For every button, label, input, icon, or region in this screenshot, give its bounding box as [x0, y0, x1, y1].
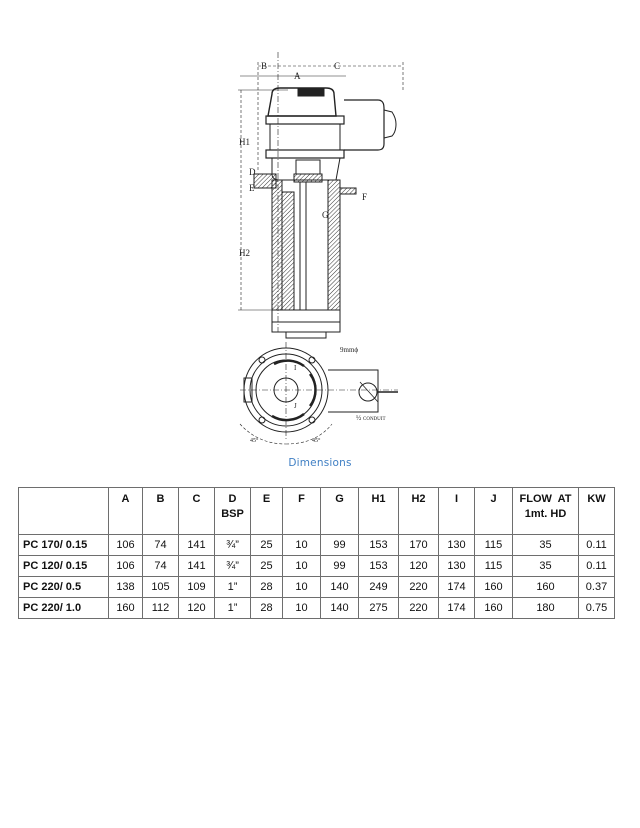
dim-label-h2: H2 — [239, 248, 250, 258]
cell-g: 140 — [321, 598, 359, 619]
header-cell-a: A — [109, 488, 143, 535]
header-cell-kw: KW — [579, 488, 615, 535]
cell-g: 99 — [321, 556, 359, 577]
cell-model: PC 220/ 1.0 — [19, 598, 109, 619]
cell-a: 106 — [109, 556, 143, 577]
cell-kw: 0.75 — [579, 598, 615, 619]
cell-h1: 153 — [359, 535, 399, 556]
cell-g: 99 — [321, 535, 359, 556]
dim-label-e: E — [249, 183, 255, 193]
header-cell-h2: H2 — [399, 488, 439, 535]
cell-i: 174 — [439, 598, 475, 619]
cell-i: 130 — [439, 556, 475, 577]
cell-g: 140 — [321, 577, 359, 598]
cell-h1: 275 — [359, 598, 399, 619]
dim-label-f: F — [362, 192, 368, 202]
cell-a: 138 — [109, 577, 143, 598]
angle-right-label: 45° — [312, 438, 321, 444]
cell-f: 10 — [283, 556, 321, 577]
dim-label-g: G — [322, 210, 329, 220]
cell-flow: 35 — [513, 535, 579, 556]
dim-label-h1: H1 — [239, 137, 250, 147]
cell-model: PC 170/ 0.15 — [19, 535, 109, 556]
dim-label-b: B — [261, 61, 268, 71]
cell-d: 1” — [215, 577, 251, 598]
table-row — [19, 535, 615, 556]
table-row — [19, 598, 615, 619]
cell-h1: 153 — [359, 556, 399, 577]
cell-c: 141 — [179, 535, 215, 556]
header-cell-flow: FLOW AT 1mt. HD — [513, 488, 579, 535]
cell-flow: 180 — [513, 598, 579, 619]
cell-e: 25 — [251, 556, 283, 577]
dimensions-table — [18, 487, 615, 619]
cell-d: 1” — [215, 598, 251, 619]
table-row — [19, 577, 615, 598]
cell-j: 115 — [475, 556, 513, 577]
conduit-size-label: ½ — [356, 414, 362, 422]
cell-f: 10 — [283, 577, 321, 598]
cell-i: 174 — [439, 577, 475, 598]
cell-a: 160 — [109, 598, 143, 619]
cell-d: ¾” — [215, 556, 251, 577]
cell-h2: 170 — [399, 535, 439, 556]
dim-label-c: C — [334, 61, 341, 71]
cell-b: 112 — [143, 598, 179, 619]
cell-c: 109 — [179, 577, 215, 598]
cell-f: 10 — [283, 598, 321, 619]
dim-label-a: A — [294, 71, 301, 81]
cell-c: 120 — [179, 598, 215, 619]
header-cell-d-bsp: D BSP — [215, 488, 251, 535]
table-row — [19, 556, 615, 577]
cell-h2: 220 — [399, 598, 439, 619]
header-cell-h1: H1 — [359, 488, 399, 535]
header-cell-i: I — [439, 488, 475, 535]
cell-e: 25 — [251, 535, 283, 556]
cell-j: 160 — [475, 577, 513, 598]
cell-model: PC 220/ 0.5 — [19, 577, 109, 598]
cell-c: 141 — [179, 556, 215, 577]
cell-f: 10 — [283, 535, 321, 556]
header-cell-j: J — [475, 488, 513, 535]
header-cell-e: E — [251, 488, 283, 535]
cell-kw: 0.37 — [579, 577, 615, 598]
dim-label-d: D — [249, 167, 256, 177]
cell-kw: 0.11 — [579, 535, 615, 556]
pump-dimension-drawing — [228, 52, 418, 472]
cell-model: PC 120/ 0.15 — [19, 556, 109, 577]
cell-e: 28 — [251, 598, 283, 619]
table-header-row — [19, 488, 615, 535]
cell-h1: 249 — [359, 577, 399, 598]
header-cell-g: G — [321, 488, 359, 535]
figure-caption: Dimensions — [288, 457, 352, 469]
cell-j: 115 — [475, 535, 513, 556]
cell-b: 74 — [143, 556, 179, 577]
cell-i: 130 — [439, 535, 475, 556]
hole-size-label: 9mmϕ — [340, 346, 359, 354]
cell-b: 105 — [143, 577, 179, 598]
conduit-label: CONDUIT — [363, 417, 386, 422]
cell-flow: 160 — [513, 577, 579, 598]
cell-e: 28 — [251, 577, 283, 598]
pump-drawing-svg — [228, 52, 418, 472]
header-cell-b: B — [143, 488, 179, 535]
cell-flow: 35 — [513, 556, 579, 577]
dim-label-i: I — [294, 364, 297, 372]
header-cell-f: F — [283, 488, 321, 535]
angle-left-label: 45° — [250, 438, 259, 444]
cell-h2: 120 — [399, 556, 439, 577]
cell-kw: 0.11 — [579, 556, 615, 577]
cell-a: 106 — [109, 535, 143, 556]
cell-b: 74 — [143, 535, 179, 556]
header-cell-model — [19, 488, 109, 535]
cell-j: 160 — [475, 598, 513, 619]
cell-h2: 220 — [399, 577, 439, 598]
cell-d: ¾” — [215, 535, 251, 556]
dim-label-j: J — [294, 402, 297, 410]
header-cell-c: C — [179, 488, 215, 535]
